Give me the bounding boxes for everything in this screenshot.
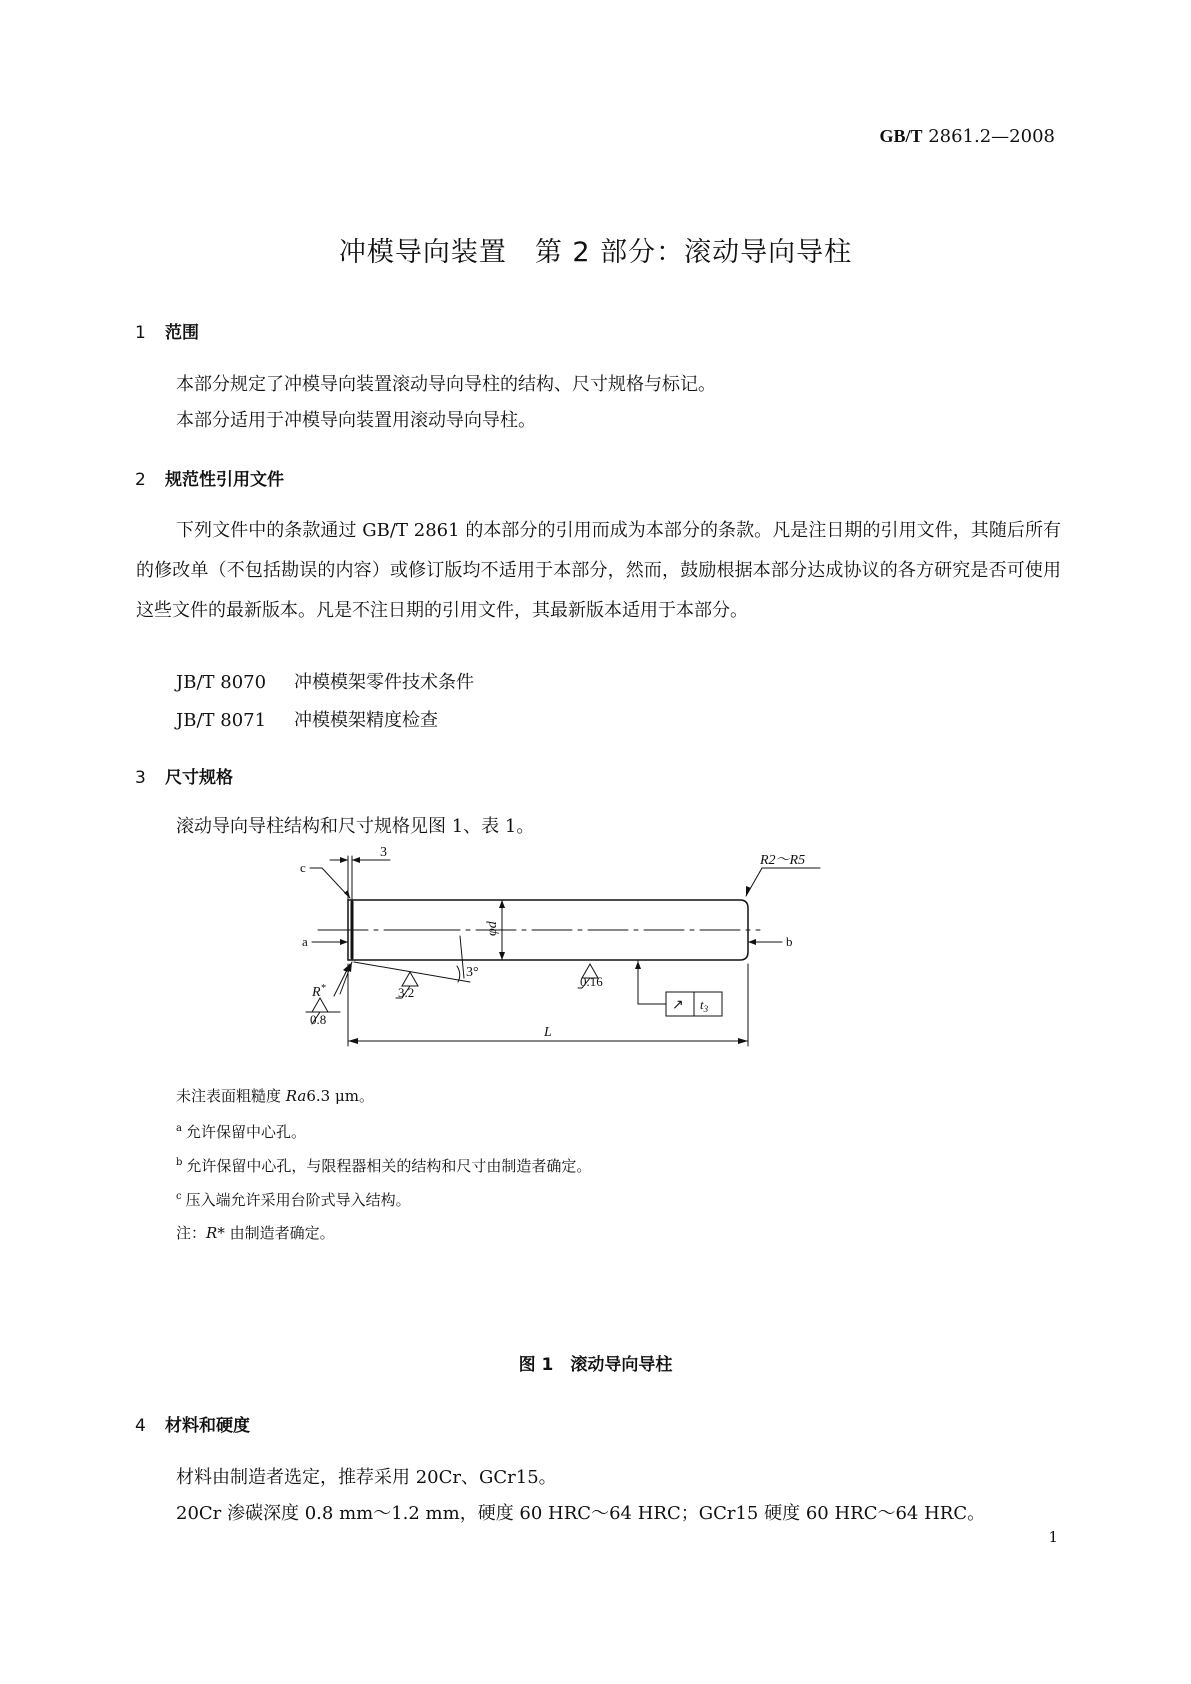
figure-note <box>176 1189 411 1210</box>
paragraph: 下列文件中的条款通过 GB/T 2861 的本部分的引用而成为本部分的条款。凡是注日期的引用文件，其随后所有的修改单（不包括勘误的内容）或修订版均不适用于本部分，然而，鼓励根据本部分达成协议的各方研究是否可使用这些文件的最新版本。凡是不注日期的引用文件，其最新版本适用于本部分。 <box>136 520 1061 621</box>
r-star-letter: R <box>312 985 321 1000</box>
figure-note <box>176 1121 306 1142</box>
arrowhead <box>499 952 505 960</box>
taper-line <box>354 962 470 982</box>
dimension-3-label: 3 <box>380 845 387 860</box>
runout-icon: ↗ <box>672 998 684 1013</box>
arrowhead <box>352 857 360 863</box>
arrowhead <box>348 1038 358 1044</box>
paragraph: 本部分适用于冲模导向装置用滚动导向导柱。 <box>176 410 536 431</box>
note-mark: b <box>176 1157 183 1168</box>
section-3-heading <box>135 763 233 788</box>
section-title: 材料和硬度 <box>165 1416 250 1436</box>
reference-code: JB/T 8070 <box>176 672 267 693</box>
phi-icon: φ <box>485 928 500 936</box>
paragraph: 材料由制造者选定，推荐采用 20Cr、GCr15。 <box>176 1467 557 1488</box>
arrowhead <box>635 961 641 969</box>
standard-code: 2861.2—2008 <box>928 126 1055 147</box>
section-number: 4 <box>135 1416 146 1436</box>
section-title: 范围 <box>165 323 199 343</box>
reference-item <box>176 668 474 694</box>
radius-label: R2～R5 <box>760 853 806 868</box>
note-text: 未注表面粗糙度 <box>176 1087 286 1105</box>
standard-number <box>879 126 1055 147</box>
note-text: 6.3 μm。 <box>306 1087 374 1105</box>
leader-radius <box>746 868 820 896</box>
diameter-label <box>485 920 500 936</box>
arrowhead <box>340 857 348 863</box>
note-text: 允许保留中心孔，与限程器相关的结构和尺寸由制造者确定。 <box>186 1157 592 1175</box>
reference-code: JB/T 8071 <box>176 710 267 731</box>
roughness-value-0-16: 0.16 <box>580 974 603 989</box>
runout-leader <box>638 961 666 1004</box>
figure-caption: 图 1 滚动导向导柱 <box>518 1355 673 1375</box>
note-mark: c <box>176 1191 182 1202</box>
tolerance-subscript: 3 <box>703 1004 709 1014</box>
note-text: 注： <box>176 1224 207 1242</box>
section-number: 3 <box>135 768 146 788</box>
callout-c: c <box>300 860 306 875</box>
r-star-label <box>311 983 326 1000</box>
reference-item <box>176 706 438 732</box>
angle-label: 3° <box>466 965 479 980</box>
paragraph: 滚动导向导柱结构和尺寸规格见图 1、表 1。 <box>176 816 535 837</box>
figure-note <box>176 1155 591 1176</box>
leader-c <box>310 868 350 898</box>
page-number: 1 <box>1048 1528 1058 1546</box>
section-1-heading <box>135 318 199 343</box>
figure-note <box>176 1222 335 1243</box>
length-label: L <box>544 1025 552 1040</box>
paragraph: 20Cr 渗碳深度 0.8 mm～1.2 mm，硬度 60 HRC～64 HRC；GCr15 硬度 60 HRC～64 HRC。 <box>176 1503 986 1524</box>
arrowhead <box>746 886 751 896</box>
callout-a: a <box>302 934 308 949</box>
arrowhead <box>499 900 505 908</box>
tolerance-value <box>700 997 709 1014</box>
arrowhead <box>344 890 350 898</box>
note-italic: R <box>206 1224 218 1242</box>
section-title: 尺寸规格 <box>165 768 233 788</box>
arrowhead <box>748 939 756 945</box>
note-mark: a <box>176 1123 182 1134</box>
section-2-heading <box>135 465 284 490</box>
arrowhead <box>738 1038 748 1044</box>
note-italic: Ra <box>285 1087 307 1105</box>
callout-b: b <box>786 934 793 949</box>
section-title: 规范性引用文件 <box>165 470 284 490</box>
section-4-heading <box>135 1411 250 1436</box>
roughness-value-0-8: 0.8 <box>310 1012 327 1027</box>
roughness-value-3-2: 3.2 <box>398 985 415 1000</box>
note-text: * 由制造者确定。 <box>217 1224 335 1242</box>
document-title: 冲模导向装置 第 2 部分：滚动导向导柱 <box>338 237 853 268</box>
guide-pillar-drawing <box>300 845 840 1056</box>
section-number: 2 <box>135 470 146 490</box>
standard-prefix: GB/T <box>879 126 923 146</box>
diameter-symbol: d <box>485 921 500 929</box>
angle-extension <box>460 936 464 978</box>
r-star-asterisk: * <box>320 983 326 994</box>
arrowhead <box>340 939 348 945</box>
reference-title: 冲模模架精度检查 <box>294 710 438 731</box>
tolerance-letter: t <box>700 997 704 1012</box>
section-number: 1 <box>135 323 146 343</box>
note-text: 允许保留中心孔。 <box>185 1123 306 1141</box>
note-text: 压入端允许采用台阶式导入结构。 <box>185 1191 411 1209</box>
figure-note <box>176 1085 374 1106</box>
paragraph: 本部分规定了冲模导向装置滚动导向导柱的结构、尺寸规格与标记。 <box>176 374 716 395</box>
reference-title: 冲模模架零件技术条件 <box>294 672 474 693</box>
